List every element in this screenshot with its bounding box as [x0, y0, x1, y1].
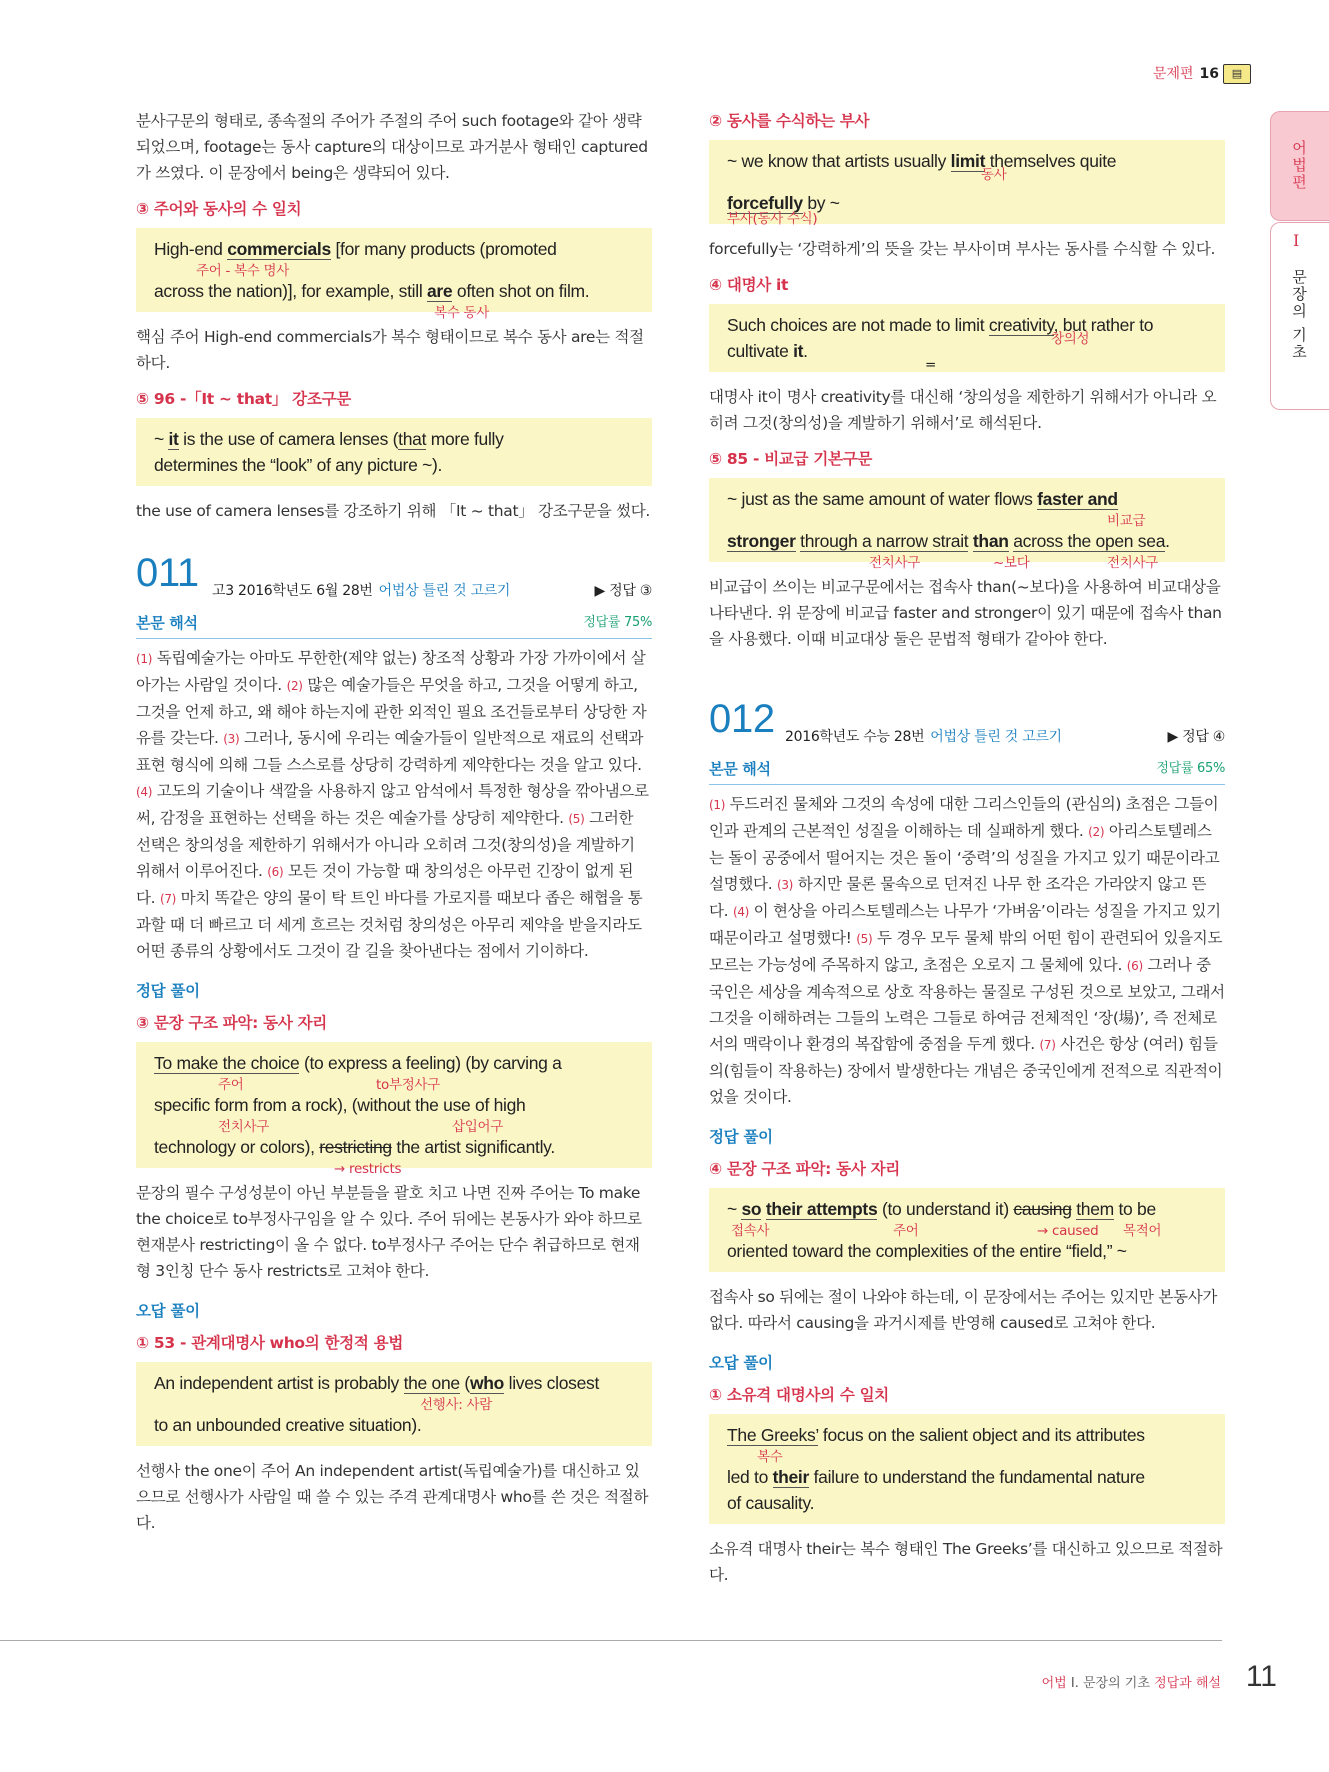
example-box: The Greeks’ focus on the salient object and its attributes 복수 led to their failure to understand the fundamental nature of causality.: [709, 1414, 1225, 1524]
explanation-text: 소유격 대명사 their는 복수 형태인 The Greeks’를 대신하고 있으므로 적절하다.: [709, 1540, 1223, 1584]
section-title: ③ 주어와 동사의 수 일치: [136, 200, 302, 218]
translation-header: 본문 해석 정답률 75%: [136, 610, 652, 639]
problem-answer: ▶ 정답 ④: [1167, 729, 1225, 745]
problem-number: 011: [136, 551, 199, 595]
example-box: High-end commercials [for many products (promoted 주어 - 복수 명사 across the nation)], for example, still are often shot on film. 복수 동사: [136, 228, 652, 312]
left-column: [136, 108, 652, 1536]
example-box: To make the choice (to express a feeling) (by carving a 주어 to부정사구 specific form from a rock), (without the use of high 전치사구 삽입어구 technology or colors), restricting the artist significantly. → restricts: [136, 1042, 652, 1168]
translation-header: 본문 해석 정답률 65%: [709, 756, 1225, 785]
problem-number: 012: [709, 697, 775, 741]
translation-text: (1) 독립예술가는 아마도 무한한(제약 없는) 창조적 상황과 가장 가까이에서 살아가는 사람일 것이다. (2) 많은 예술가들은 무엇을 하고, 그것을 어떻게 하고, 그것을 언제 하고, 왜 해야 하는지에 관한 외적인 필요 조건들로부터 상당한 자유를 갖는다. (3) 그러나, 동시에 우리는 예술가들이 일반적으로 재료의 선택과 표현 형식에 의해 그들 스스로를 상당히 강력하게 제약한다는 것을 알고 있다. (4) 고도의 기술이나 색깔을 사용하지 않고 암석에서 특정한 형상을 깎아냄으로써, 감정을 표현하는 선택을 하는 것은 예술가를 상당히 제약한다. (5) 그러한 선택은 창의성을 제한하기 위해서가 아니라 오히려 그것(창의성)을 계발하기 위해서 이루어진다. (6) 모든 것이 가능할 때 창의성은 아무런 긴장이 없게 된다. (7) 마치 똑같은 양의 물이 탁 트인 바다를 가로지를 때보다 좁은 해협을 통과할 때 더 빠르고 더 세게 흐르는 것처럼 창의성은 아무리 제약을 받을지라도 어떤 종류의 상황에서도 그것이 갈 길을 찾아낸다는 점에서 기이하다.: [136, 649, 649, 960]
section-title: ③ 문장 구조 파악: 동사 자리: [136, 1014, 327, 1032]
book-icon: ▤: [1223, 64, 1251, 84]
explanation-text: 비교급이 쓰이는 비교구문에서는 접속사 than(~보다)을 사용하여 비교대상을 나타낸다. 위 문장에 비교급 faster and stronger이 있기 때문에 접속사 than을 사용했다. 이때 비교대상 둘은 문법적 형태가 같아야 한다.: [709, 578, 1222, 648]
problem-answer: ▶ 정답 ③: [594, 583, 652, 599]
problem-source: 2016학년도 수능 28번 어법상 틀린 것 고르기: [785, 729, 1062, 745]
explanation-text: 문장의 필수 구성성분이 아닌 부분들을 괄호 치고 나면 진짜 주어는 To make the choice로 to부정사구임을 알 수 있다. 주어 뒤에는 본동사가 와야 하므로 현재분사 restricting이 올 수 없다. to부정사구 주어는 단수 취급하므로 현재형 3인칭 단수 동사 restricts로 고쳐야 한다.: [136, 1184, 642, 1280]
explanation-text: 선행사 the one이 주어 An independent artist(독립예술가)를 대신하고 있으므로 선행사가 사람일 때 쓸 수 있는 주격 관계대명사 who를 쓴 것은 적절하다.: [136, 1462, 649, 1532]
problem-source: 고3 2016학년도 6월 28번 어법상 틀린 것 고르기: [212, 583, 511, 599]
solution-title: 정답 풀이: [136, 982, 200, 1000]
explanation-text: forcefully는 ‘강력하게’의 뜻을 갖는 부사이며 부사는 동사를 수식할 수 있다.: [709, 240, 1216, 258]
explanation-text: 대명사 it이 명사 creativity를 대신해 ‘창의성을 제한하기 위해서가 아니라 오히려 그것(창의성)을 계발하기 위해서’로 해석된다.: [709, 388, 1217, 432]
section-title: ⑤ 85 - 비교급 기본구문: [709, 450, 873, 468]
side-tab-basics[interactable]: [1270, 222, 1329, 410]
wrong-answer-title: 오답 풀이: [709, 1354, 773, 1372]
footer-divider: [0, 1640, 1222, 1641]
annotation: 주어 - 복수 명사: [196, 263, 289, 279]
footer: 어법 I. 문장의 기초 정답과 해설: [1041, 1676, 1221, 1691]
example-box: ~ it is the use of camera lenses (that more fully determines the “look” of any picture ~).: [136, 418, 652, 486]
annotation: 복수 동사: [434, 305, 489, 321]
solution-title: 정답 풀이: [709, 1128, 773, 1146]
intro-text: 분사구문의 형태로, 종속절의 주어가 주절의 주어 such footage와 같아 생략되었으며, footage는 동사 capture의 대상이므로 과거분사 형태인 captured가 쓰였다. 이 문장에서 being은 생략되어 있다.: [136, 112, 648, 182]
side-tab-label: 문장의 기초: [1290, 269, 1308, 361]
explanation-text: 접속사 so 뒤에는 절이 나와야 하는데, 이 문장에서는 주어는 있지만 본동사가 없다. 따라서 causing을 과거시제를 반영해 caused로 고쳐야 한다.: [709, 1288, 1218, 1332]
example-box: ~ just as the same amount of water flows faster and 비교급 stronger through a narrow strait than across the open sea. 전치사구 ~보다 전치사구: [709, 478, 1225, 562]
section-title: ① 소유격 대명사의 수 일치: [709, 1386, 889, 1404]
problem-header: [709, 697, 1225, 750]
section-title: ① 53 - 관계대명사 who의 한정적 용법: [136, 1334, 404, 1352]
explanation-text: 핵심 주어 High-end commercials가 복수 형태이므로 복수 동사 are는 적절하다.: [136, 328, 644, 372]
example-box: An independent artist is probably the one (who lives closest 선행사: 사람 to an unbounded creative situation).: [136, 1362, 652, 1446]
example-box: Such choices are not made to limit creativity, but rather to 창의성 cultivate it. =: [709, 304, 1225, 372]
problem-header: [136, 551, 652, 604]
explanation-text: the use of camera lenses를 강조하기 위해 「It ~ that」 강조구문을 썼다.: [136, 502, 651, 520]
section-title: ④ 대명사 it: [709, 276, 789, 294]
example-box: ~ so their attempts (to understand it) causing them to be 접속사 주어 → caused 목적어 oriented toward the complexities of the entire “field,” ~: [709, 1188, 1225, 1272]
section-title: ⑤ 96 -「It ~ that」 강조구문: [136, 390, 351, 408]
side-tab-label: 어법편: [1290, 140, 1308, 191]
side-tab-roman: I: [1293, 231, 1300, 250]
example-box: ~ we know that artists usually limit themselves quite 동사 forcefully by ~ 부사(동사 수식): [709, 140, 1225, 224]
header-label: 문제편 16: [1152, 66, 1219, 82]
section-title: ② 동사를 수식하는 부사: [709, 112, 870, 130]
wrong-answer-title: 오답 풀이: [136, 1302, 200, 1320]
page-number: 11: [1245, 1660, 1277, 1693]
right-column: [709, 108, 1225, 1588]
section-title: ④ 문장 구조 파악: 동사 자리: [709, 1160, 900, 1178]
side-tab-grammar[interactable]: [1270, 111, 1329, 221]
translation-text: (1) 두드러진 물체와 그것의 속성에 대한 그리스인들의 (관심의) 초점은 그들이 인과 관계의 근본적인 성질을 이해하는 데 실패하게 했다. (2) 아리스토텔레스는 돌이 공중에서 떨어지는 것은 돌이 ‘중력’의 성질을 가지고 있기 때문이라고 설명했다. (3) 하지만 물론 물속으로 던져진 나무 한 조각은 가라앉지 않고 뜬다. (4) 이 현상을 아리스토텔레스는 나무가 ‘가벼움’이라는 성질을 가지고 있기 때문이라고 설명했다! (5) 두 경우 모두 물체 밖의 어떤 힘이 관련되어 있을지도 모르는 가능성에 주목하지 않고, 초점은 오로지 그 물체에 있다. (6) 그러나 중국인은 세상을 계속적으로 상호 작용하는 물질로 구성된 것으로 보았고, 그래서 그것을 이해하려는 그들의 노력은 그들로 하여금 전체적인 ‘장(場)’, 즉 전체로서의 맥락이나 환경의 복잡함에 중점을 두게 했다. (7) 사건은 항상 (여러) 힘들의(힘들이 작용하는) 장에서 발생한다는 개념은 중국인에게 전적으로 직관적이었을 것이다.: [709, 795, 1225, 1106]
